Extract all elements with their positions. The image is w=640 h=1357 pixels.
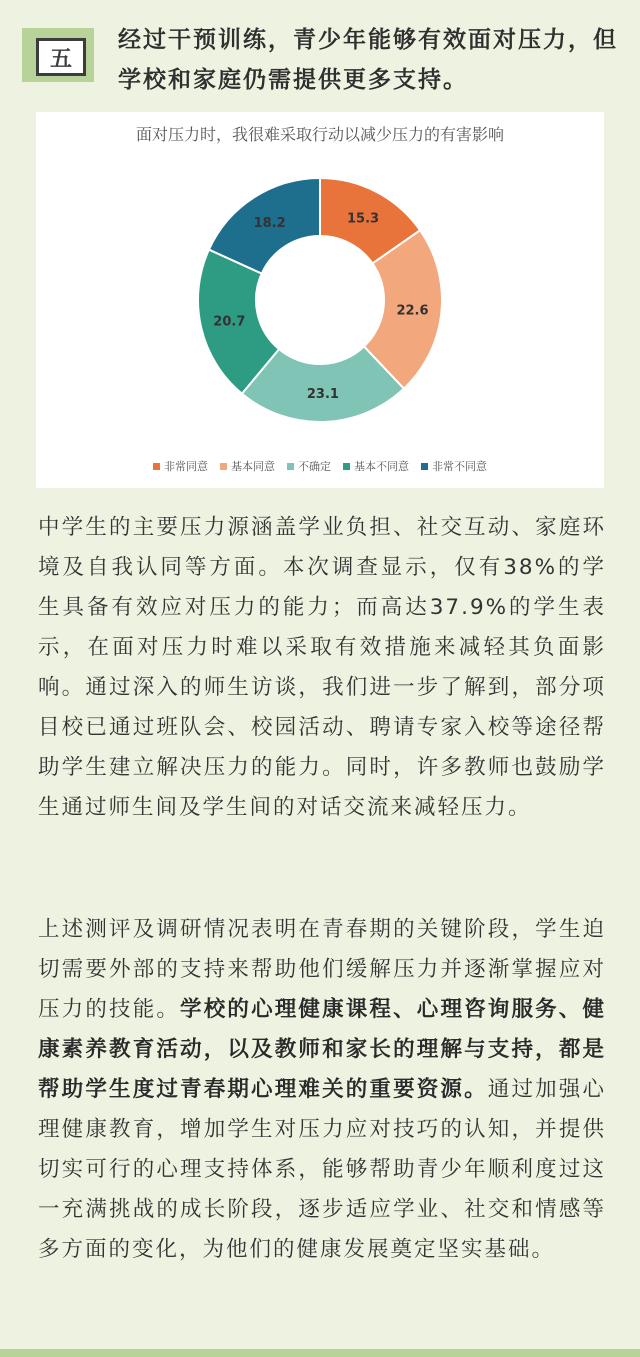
legend-label: 基本不同意	[354, 460, 409, 473]
section-headline: 经过干预训练，青少年能够有效面对压力，但学校和家庭仍需提供更多支持。	[118, 27, 618, 93]
legend-label: 不确定	[298, 460, 331, 473]
legend-item	[421, 458, 487, 474]
slice-value-label: 22.6	[396, 303, 429, 319]
legend-swatch	[220, 463, 227, 470]
legend-swatch	[421, 463, 428, 470]
legend-swatch	[287, 463, 294, 470]
paragraph-stress-sources: 中学生的主要压力源涵盖学业负担、社交互动、家庭环境及自我认同等方面。本次调查显示，仅有38%的学生具备有效应对压力的能力；而高达37.9%的学生表示，在面对压力时难以采取有效措施来减轻其负面影响。通过深入的师生访谈，我们进一步了解到，部分项目校已通过班队会、校园活动、聘请专家入校等途径帮助学生建立解决压力的能力。同时，许多教师也鼓励学生通过师生间及学生间的对话交流来减轻压力。	[38, 515, 606, 820]
donut-chart-card	[36, 112, 604, 488]
legend-item	[220, 458, 275, 474]
legend-label: 非常同意	[164, 460, 208, 473]
legend-item	[287, 458, 331, 474]
legend-label: 非常不同意	[432, 460, 487, 473]
paragraph-tail-text: 通过加强心理健康教育，增加学生对压力应对技巧的认知，并提供切实可行的心理支持体系，能够帮助青少年顺利度过这一充满挑战的成长阶段，逐步适应学业、社交和情感等多方面的变化，为他们的健康发展奠定坚实基础。	[38, 1077, 606, 1262]
legend-swatch	[153, 463, 160, 470]
legend-item	[343, 458, 409, 474]
section-number-badge: 五	[36, 38, 86, 76]
legend-swatch	[343, 463, 350, 470]
legend-label: 基本同意	[231, 460, 275, 473]
slice-value-label: 23.1	[306, 386, 339, 402]
paragraph-bold-text: 学校的心理健康课程、心理咨询服务、健康素养教育活动，以及教师和家长的理解与支持，都是帮助学生度过青春期心理难关的重要资源。	[38, 997, 606, 1102]
chart-title: 面对压力时，我很难采取行动以减少压力的有害影响	[135, 125, 504, 144]
slice-value-label: 20.7	[213, 314, 246, 330]
chart-legend	[36, 458, 604, 474]
paragraph-support-needed	[38, 910, 606, 1270]
bottom-accent-bar	[0, 1349, 640, 1357]
legend-item	[153, 458, 208, 474]
paragraph-lead-text: 上述测评及调研情况表明在青春期的关键阶段，学生迫切需要外部的支持来帮助他们缓解压力并逐渐掌握应对压力的技能。	[38, 917, 606, 1022]
slice-value-label: 18.2	[253, 215, 286, 231]
slice-value-label: 15.3	[347, 211, 380, 227]
donut-chart	[36, 112, 604, 488]
section-header	[0, 0, 640, 100]
